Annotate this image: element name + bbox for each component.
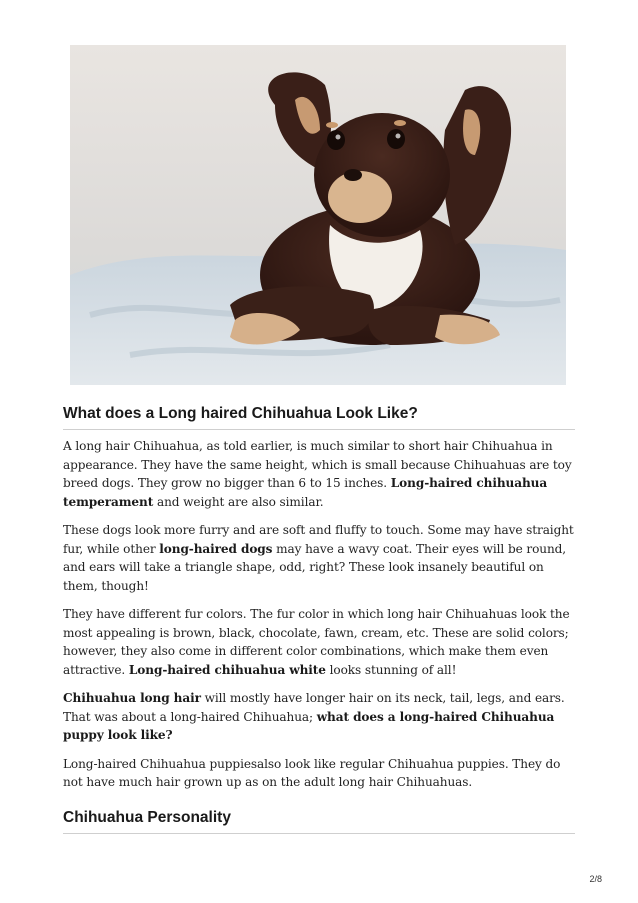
paragraph-text: may have a wavy coat. Their eyes will be round, and ears will take a triangle shape, odd, right? These look insanely beautiful on them, though!: [63, 541, 567, 593]
section-heading: What does a Long haired Chihuahua Look Like?: [63, 404, 575, 430]
bold-keyword: what does a long-haired Chihuahua puppy look like?: [63, 709, 555, 742]
page-number: 2/8: [589, 874, 602, 884]
section-heading: Chihuahua Personality: [63, 808, 575, 834]
bold-keyword: Chihuahua long hair: [63, 691, 201, 705]
paragraph-text: These dogs look more furry and are soft and fluffy to touch. Some may have straight fur, while other: [63, 523, 574, 556]
paragraph: [63, 605, 575, 679]
paragraph-text: They have different fur colors. The fur color in which long hair Chihuahuas look the most appealing is brown, black, chocolate, fawn, cream, etc. These are solid colors; however, they also come in different color combinations, which make them even attractive.: [63, 607, 570, 677]
article-content: [63, 404, 575, 834]
paragraph: Long-haired Chihuahua puppiesalso look like regular Chihuahua puppies. They do not have much hair grown up as on the adult long hair Chihuahuas.: [63, 756, 561, 789]
paragraph-text: looks stunning of all!: [325, 662, 457, 677]
bold-keyword: long-haired dogs: [159, 541, 273, 556]
paragraph-text: and weight are also similar.: [153, 494, 324, 509]
paragraph-text: A long hair Chihuahua, as told earlier, is much similar to short hair Chihuahua in appearance. They have the same height, which is small because Chihuahuas are toy breed dogs. They grow no bigger than 6 to 15 inches.: [63, 439, 572, 490]
paragraph: [63, 521, 575, 595]
chihuahua-photo: [70, 45, 566, 385]
bold-keyword: Long-haired chihuahua temperament: [63, 476, 548, 509]
paragraph: [63, 437, 575, 511]
paragraph: [63, 689, 575, 745]
bold-keyword: Long-haired chihuahua white: [128, 662, 326, 677]
paragraph-text: will mostly have longer hair on its neck, tail, legs, and ears. That was about a long-haired Chihuahua;: [63, 691, 565, 724]
